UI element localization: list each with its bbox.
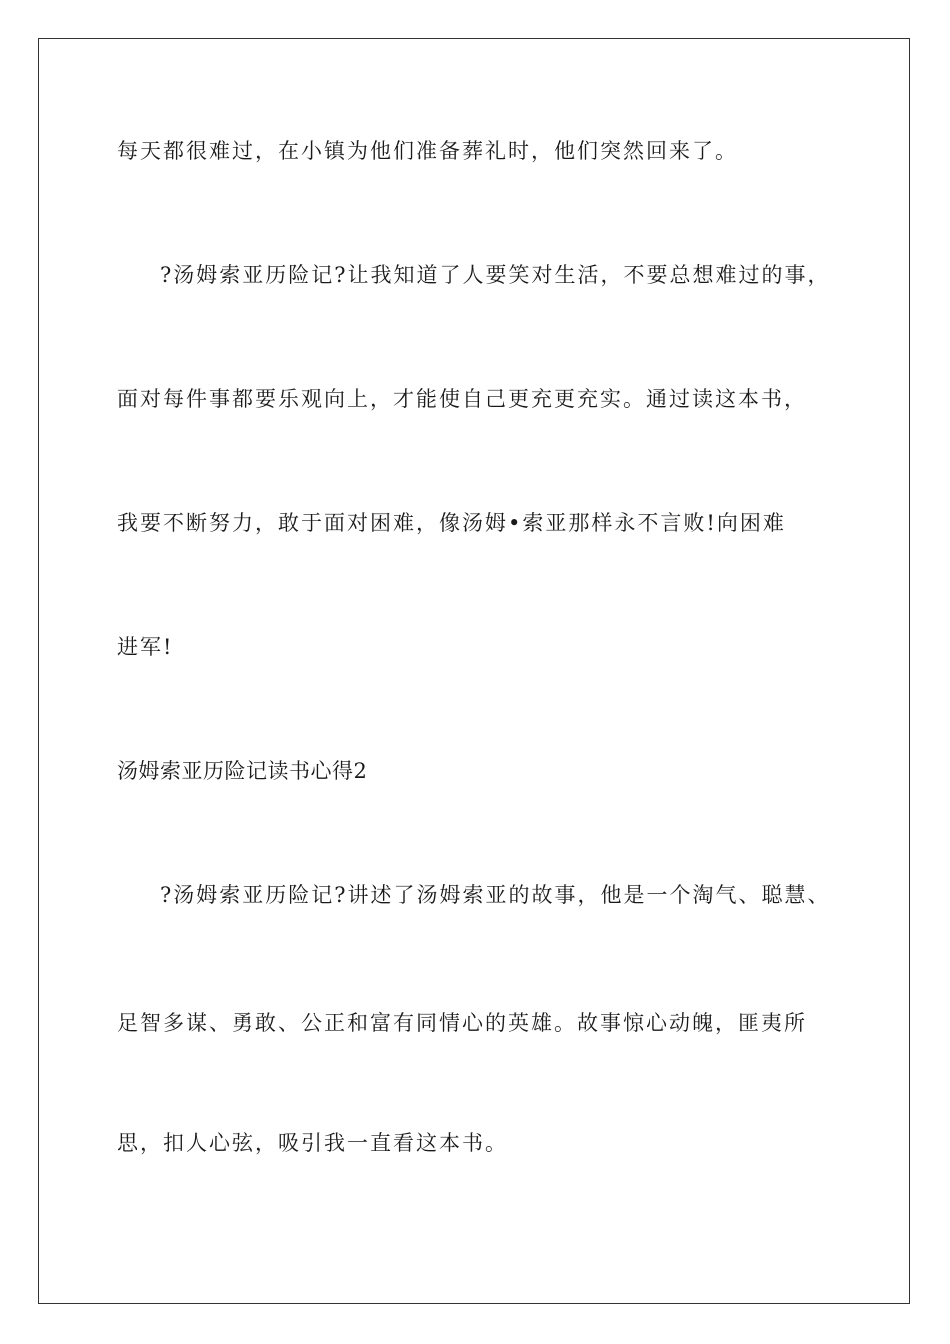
paragraph-line: 思，扣人心弦，吸引我一直看这本书。 — [117, 1131, 508, 1155]
paragraph-line: ?汤姆索亚历险记?让我知道了人要笑对生活，不要总想难过的事， — [160, 263, 831, 287]
section-heading: 汤姆索亚历险记读书心得2 — [117, 759, 368, 783]
paragraph-line: 每天都很难过，在小镇为他们准备葬礼时，他们突然回来了。 — [117, 139, 738, 163]
paragraph-line: 足智多谋、勇敢、公正和富有同情心的英雄。故事惊心动魄，匪夷所 — [117, 1011, 807, 1035]
paragraph-line: 进军! — [117, 635, 174, 659]
page-border — [38, 38, 910, 1304]
paragraph-line: 我要不断努力，敢于面对困难，像汤姆•索亚那样永不言败!向困难 — [117, 511, 786, 535]
paragraph-line: 面对每件事都要乐观向上，才能使自己更充更充实。通过读这本书， — [117, 387, 807, 411]
paragraph-line: ?汤姆索亚历险记?讲述了汤姆索亚的故事，他是一个淘气、聪慧、 — [160, 883, 831, 907]
